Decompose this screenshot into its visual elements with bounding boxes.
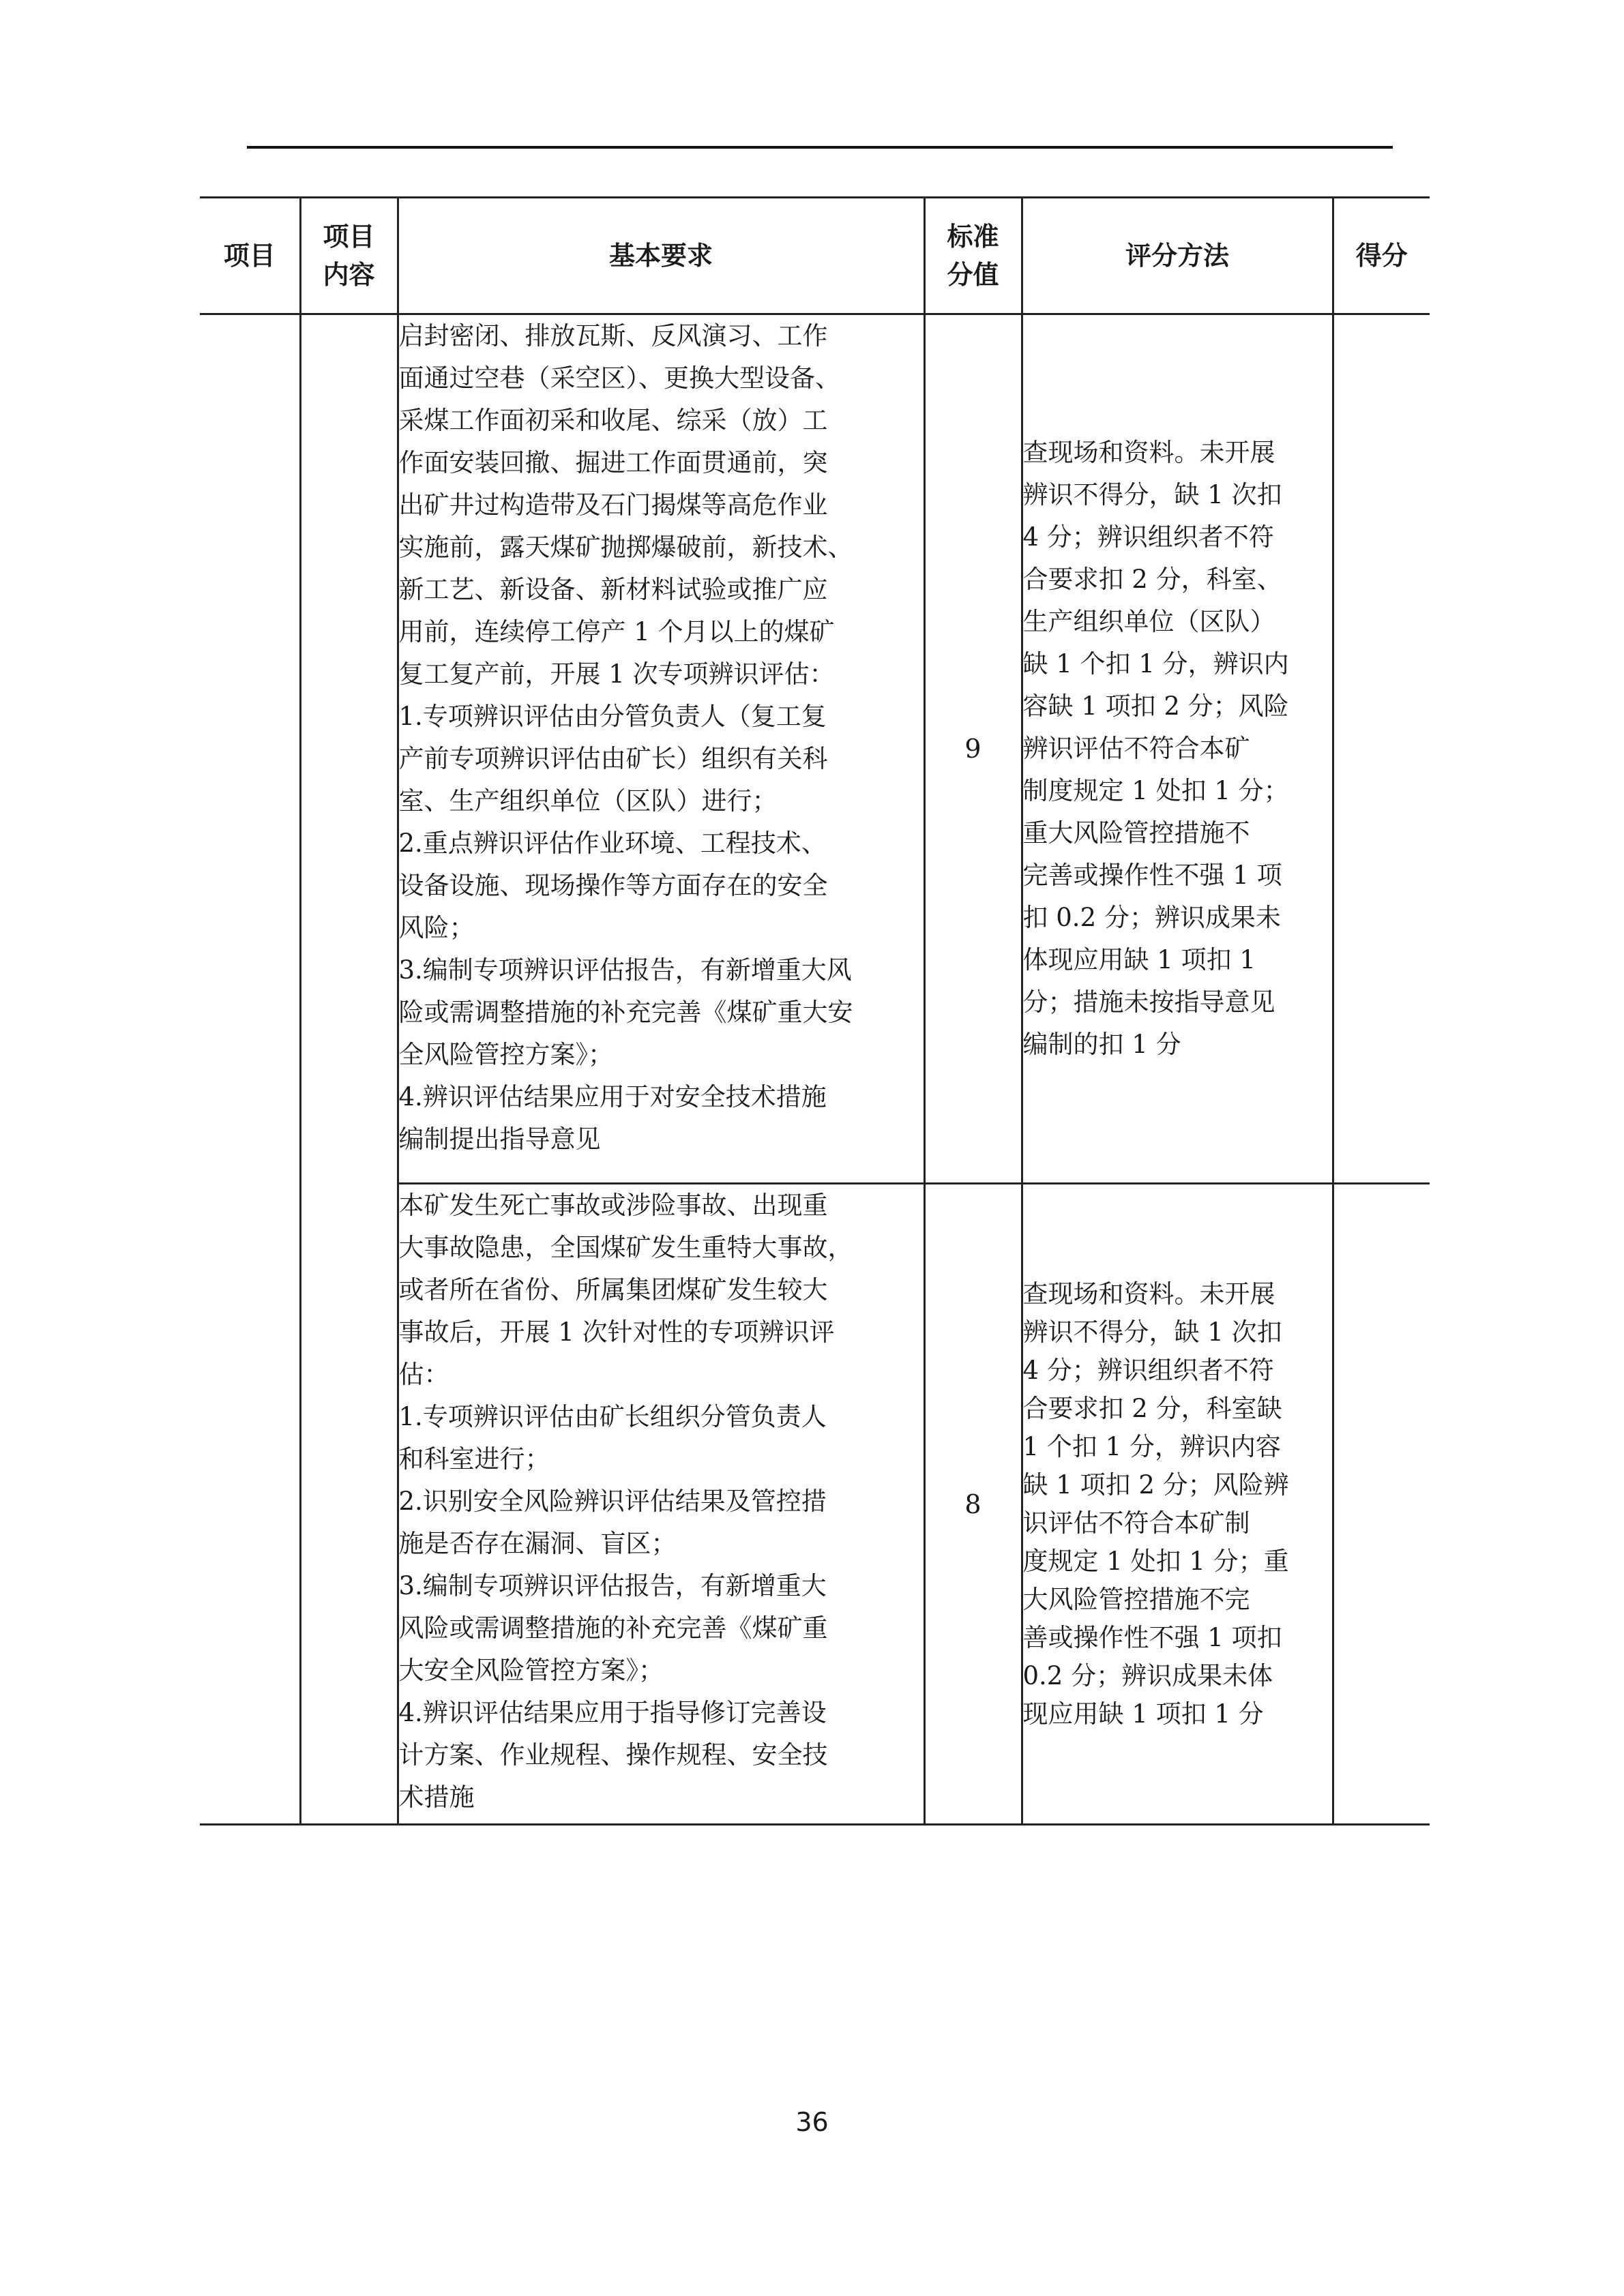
requirement-line: 计方案、作业规程、操作规程、安全技: [398, 1740, 828, 1770]
method-line: 扣 0.2 分；辨识成果未: [1022, 903, 1281, 932]
method-line: 缺 1 个扣 1 分，辨识内: [1022, 649, 1289, 679]
requirement-line: 作面安装回撤、掘进工作面贯通前，突: [398, 448, 828, 477]
requirement-line: 2.识别安全风险辨识评估结果及管控措: [398, 1487, 827, 1516]
project-content-cell: [300, 314, 398, 1825]
requirement-line: 风险；: [398, 913, 475, 942]
requirement-line: 施是否存在漏洞、盲区；: [398, 1529, 677, 1558]
requirement-line: 实施前，露天煤矿抛掷爆破前，新技术、: [398, 533, 853, 562]
method-line: 制度规定 1 处扣 1 分；: [1022, 776, 1289, 805]
method-line: 辨识不得分，缺 1 次扣: [1022, 480, 1282, 509]
requirement-line: 或者所在省份、所属集团煤矿发生较大: [398, 1275, 828, 1304]
requirement-line: 2.重点辨识评估作业环境、工程技术、: [398, 829, 827, 858]
requirement-line: 全风险管控方案》；: [398, 1040, 613, 1069]
project-cell: [200, 314, 300, 1825]
requirement-line: 事故后，开展 1 次针对性的专项辨识评: [398, 1317, 835, 1347]
method-line: 现应用缺 1 项扣 1 分: [1022, 1699, 1264, 1729]
header-obtained-score: 得分: [1333, 198, 1430, 314]
method-line: 容缺 1 项扣 2 分；风险: [1022, 691, 1289, 721]
method-line: 查现场和资料。未开展: [1022, 1279, 1275, 1309]
method-line: 分；措施未按指导意见: [1022, 987, 1275, 1017]
method-line: 善或操作性不强 1 项扣: [1022, 1622, 1282, 1652]
method-line: 4 分；辨识组织者不符: [1022, 522, 1274, 552]
requirement-line: 1.专项辨识评估由矿长组织分管负责人: [398, 1402, 827, 1431]
method-line: 缺 1 项扣 2 分；风险辨: [1022, 1470, 1289, 1500]
method-line: 编制的扣 1 分: [1022, 1030, 1181, 1059]
requirement-line: 编制提出指导意见: [398, 1124, 601, 1154]
method-line: 识评估不符合本矿制: [1022, 1508, 1250, 1538]
requirement-line: 室、生产组织单位（区队）进行；: [398, 786, 778, 816]
requirement-line: 险或需调整措施的补充完善《煤矿重大安: [398, 998, 853, 1027]
standard-score-value: 8: [924, 1184, 1022, 1825]
obtained-score-cell: [1333, 314, 1430, 1184]
method-line: 合要求扣 2 分，科室缺: [1022, 1393, 1282, 1423]
method-line: 0.2 分；辨识成果未体: [1022, 1660, 1273, 1690]
method-line: 大风险管控措施不完: [1022, 1584, 1250, 1614]
requirement-cell: [398, 314, 924, 1184]
method-line: 4 分；辨识组织者不符: [1022, 1355, 1274, 1385]
table-row: [200, 314, 1430, 1184]
method-line: 重大风险管控措施不: [1022, 818, 1250, 848]
obtained-score-cell: [1333, 1184, 1430, 1825]
requirement-line: 风险或需调整措施的补充完善《煤矿重: [398, 1613, 828, 1643]
requirement-line: 大事故隐患，全国煤矿发生重特大事故，: [398, 1233, 853, 1262]
scoring-method-cell: [1022, 314, 1333, 1184]
method-line: 辨识不得分，缺 1 次扣: [1022, 1317, 1282, 1347]
requirement-line: 产前专项辨识评估由矿长）组织有关科: [398, 744, 828, 773]
requirement-line: 和科室进行；: [398, 1444, 550, 1474]
scoring-method-cell: [1022, 1184, 1333, 1825]
requirement-line: 本矿发生死亡事故或涉险事故、出现重: [398, 1191, 828, 1220]
header-project-content: 项目 内容: [300, 198, 398, 314]
requirement-line: 估：: [398, 1360, 449, 1389]
header-scoring-method: 评分方法: [1022, 198, 1333, 314]
method-line: 度规定 1 处扣 1 分；重: [1022, 1546, 1289, 1576]
requirement-line: 用前，连续停工停产 1 个月以上的煤矿: [398, 617, 835, 646]
requirement-line: 4.辨识评估结果应用于指导修订完善设: [398, 1698, 827, 1727]
header-project: 项目: [200, 198, 300, 314]
requirement-line: 3.编制专项辨识评估报告，有新增重大: [398, 1571, 827, 1600]
standard-score-value: 9: [924, 314, 1022, 1184]
header-basic-requirements: 基本要求: [398, 198, 924, 314]
requirement-cell: [398, 1184, 924, 1825]
method-line: 合要求扣 2 分，科室、: [1022, 565, 1282, 594]
requirement-line: 大安全风险管控方案》；: [398, 1656, 664, 1685]
page-number: 36: [795, 2107, 829, 2137]
method-line: 查现场和资料。未开展: [1022, 438, 1275, 467]
requirement-line: 出矿井过构造带及石门揭煤等高危作业: [398, 490, 828, 520]
requirement-line: 术措施: [398, 1783, 475, 1812]
method-line: 生产组织单位（区队）: [1022, 607, 1275, 636]
method-line: 体现应用缺 1 项扣 1: [1022, 945, 1256, 974]
scoring-table: [200, 196, 1430, 1825]
requirement-line: 新工艺、新设备、新材料试验或推广应: [398, 575, 828, 604]
method-line: 完善或操作性不强 1 项: [1022, 861, 1282, 890]
requirement-line: 复工复产前，开展 1 次专项辨识评估：: [398, 659, 835, 689]
method-line: 1 个扣 1 分，辨识内容: [1022, 1431, 1281, 1461]
requirement-line: 3.编制专项辨识评估报告，有新增重大风: [398, 955, 852, 985]
method-line: 辨识评估不符合本矿: [1022, 734, 1250, 763]
requirement-line: 面通过空巷（采空区）、更换大型设备、: [398, 363, 840, 393]
requirement-line: 设备设施、现场操作等方面存在的安全: [398, 871, 828, 900]
header-standard-score: 标准 分值: [924, 198, 1022, 314]
requirement-line: 采煤工作面初采和收尾、综采（放）工: [398, 406, 828, 435]
header-rule: [247, 146, 1393, 149]
requirement-line: 启封密闭、排放瓦斯、反风演习、工作: [398, 321, 828, 351]
table-header-row: [200, 198, 1430, 314]
requirement-line: 1.专项辨识评估由分管负责人（复工复: [398, 702, 827, 731]
requirement-line: 4.辨识评估结果应用于对安全技术措施: [398, 1082, 827, 1112]
